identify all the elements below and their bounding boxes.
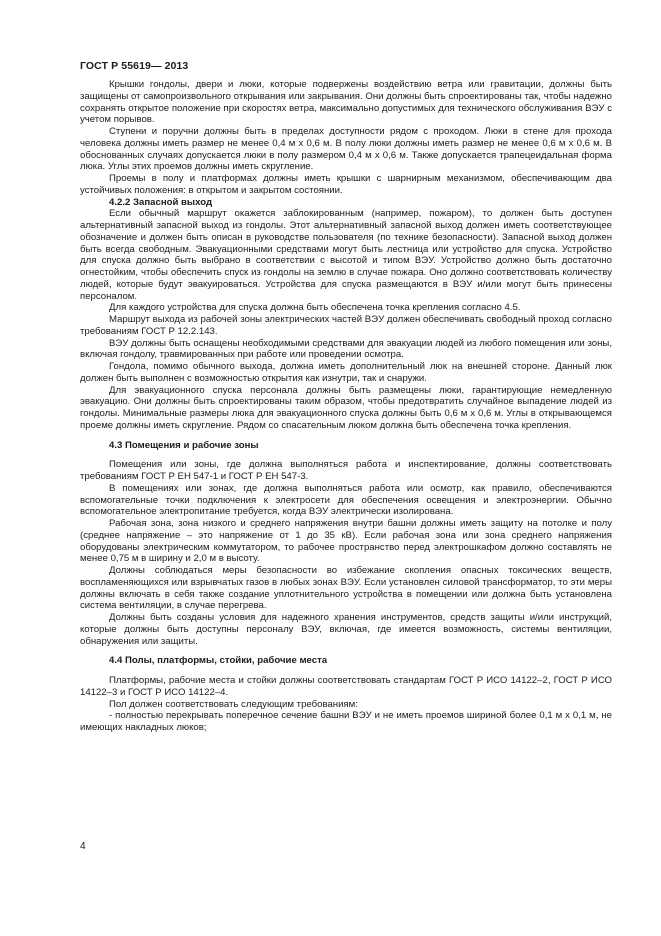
paragraph: Платформы, рабочие места и стойки должны соответствовать стандартам ГОСТ Р ИСО 14122–2, ГОСТ Р ИСО 14122–3 и ГОСТ Р ИСО 14122–4. — [80, 675, 612, 698]
paragraph: Рабочая зона, зона низкого и среднего напряжения внутри башни должны иметь защиту на потолке и полу (среднее напряжение – это напряжение от 1 до 35 кВ). Если рабочая зона или зона среднего напряжения оборудованы электрическим коммутатором, то рабочее пространство перед электрошкафом должно составлять не менее 0,75 м в ширину и 2,0 м в высоту. — [80, 518, 612, 565]
page-number: 4 — [80, 841, 86, 852]
list-item: - полностью перекрывать поперечное сечение башни ВЭУ и не иметь проемов шириной более 0,1 м х 0,1 м, не имеющих накладных люков; — [80, 710, 612, 733]
paragraph: Для эвакуационного спуска персонала должны быть размещены люки, гарантирующие немедленную эвакуацию. Они должны быть спроектированы таким образом, чтобы предотвратить случайное выпадение людей из гондолы. Минимальные размеры люка для эвакуационного спуска должны быть 0,6 м х 0,6 м. Углы в открывающемся проеме должны иметь скругление. Рядом со спасательным люком должна быть обеспечена точка крепления. — [80, 384, 612, 431]
paragraph: Для каждого устройства для спуска должна быть обеспечена точка крепления согласно 4.5. — [109, 302, 521, 314]
document-body — [80, 79, 612, 734]
paragraph: Пол должен соответствовать следующим требованиям: — [109, 698, 358, 710]
paragraph: Маршрут выхода из рабочей зоны электрических частей ВЭУ должен обеспечивать свободный проход согласно требованиям ГОСТ Р 12.2.143. — [80, 314, 612, 337]
paragraph: В помещениях или зонах, где должна выполняться работа или осмотр, как правило, обеспечиваются вспомогательные точки подключения к электросети для обеспечения освещения и электроэнергии. Обычно вспомогательное электропитание требуется, когда ВЭУ электрически изолирована. — [80, 482, 612, 518]
paragraph: Должны соблюдаться меры безопасности во избежание скопления опасных токсических веществ, воспламеняющихся или взрывчатых газов в любых зонах ВЭУ. Если установлен силовой трансформатор, то эти меры должны включать в себя также создание уплотнительного устройства в помещении или должна быть установлена система вентиляции, в случае перегрева. — [80, 565, 612, 612]
section-heading-4-3: 4.3 Помещения и рабочие зоны — [109, 439, 259, 451]
paragraph: Гондола, помимо обычного выхода, должна иметь дополнительный люк на внешней стороне. Данный люк должен быть выполнен с возможностью открытия как изнутри, так и снаружи. — [80, 361, 612, 384]
section-heading-4-4: 4.4 Полы, платформы, стойки, рабочие места — [109, 655, 328, 667]
paragraph: Крышки гондолы, двери и люки, которые подвержены воздействию ветра или гравитации, должны быть защищены от самопроизвольного открывания или закрывания. Они должны быть спроектированы так, чтобы надежно сохранять открытое положение при скоростях ветра, максимально допустимых для технического обслуживания ВЭУ с учетом порывов. — [80, 79, 612, 126]
paragraph: Если обычный маршрут окажется заблокированным (например, пожаром), то должен быть доступен альтернативный запасной выход из гондолы. Этот альтернативный запасной выход должен иметь соответствующее обозначение и должен быть описан в руководстве пользователя (по технике безопасности). Запасной выход должен быть всегда свободным. Эвакуационными средствами могут быть лестница или устройство для спуска. Устройство для спуска должно быть выбрано в соответствии с высотой и типом ВЭУ. Устройство должно быть достаточно огнестойким, чтобы обеспечить спуск из гондолы на землю в случае пожара. Оно должно соответствовать количеству людей, которые будут эвакуироваться. Устройства для спуска размещаются в ВЭУ и/или могут быть принесены персоналом. — [80, 208, 612, 302]
paragraph: Должны быть созданы условия для надежного хранения инструментов, средств защиты и/или инструкций, которые должны быть доступны персоналу ВЭУ, включая, где имеется возможность, системы вентиляции, обнаружения или защиты. — [80, 612, 612, 647]
paragraph: ВЭУ должны быть оснащены необходимыми средствами для эвакуации людей из любого помещения или зоны, включая гондолу, травмированных при работе или проведении осмотра. — [80, 337, 612, 361]
paragraph: Ступени и поручни должны быть в пределах доступности рядом с проходом. Люки в стене для прохода человека должны иметь размер не менее 0,4 м х 0,6 м. В полу люки должны иметь размер не менее 0,6 м х 0,6 м. В обоснованных случаях допускается люки в полу размером 0,4 м х 0,6 м. Также допускается трапецеидальная форма люка. Углы этих проемов должны иметь скругление. — [80, 126, 612, 173]
doc-header: ГОСТ Р 55619— 2013 — [80, 60, 189, 72]
paragraph: Помещения или зоны, где должна выполняться работа и инспектирование, должны соответствовать требованиям ГОСТ Р ЕН 547-1 и ГОСТ Р ЕН 547-3. — [80, 459, 612, 482]
paragraph: Проемы в полу и платформах должны иметь крышки с шарнирным механизмом, обеспечивающим два устойчивых положения: в открытом и закрытом состоянии. — [80, 173, 612, 196]
section-heading-4-2-2: 4.2.2 Запасной выход — [109, 196, 213, 208]
